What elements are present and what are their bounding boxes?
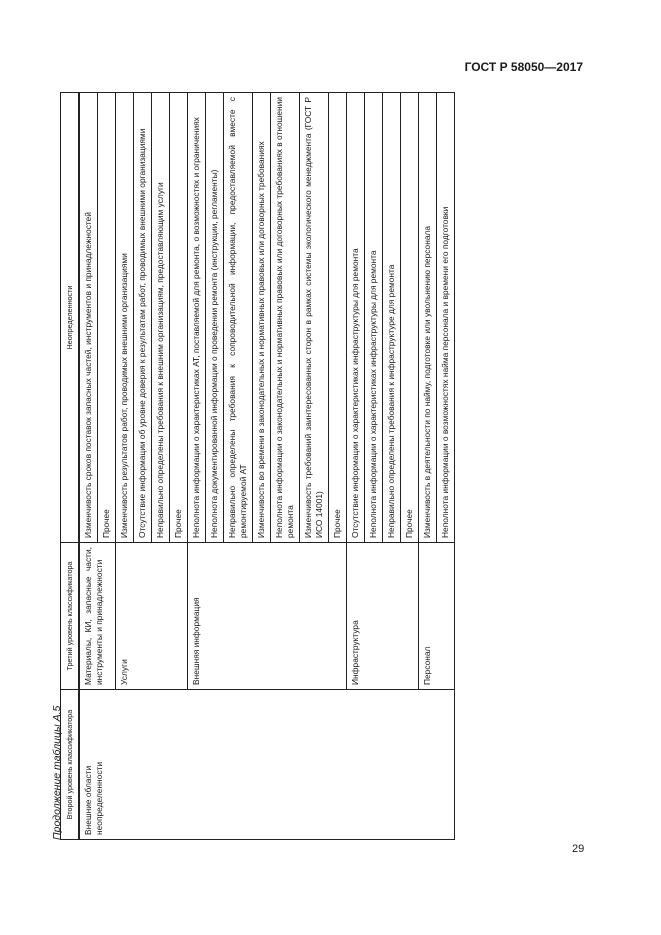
level3-cell-infrastructure: Инфраструктура [347, 543, 419, 690]
table-caption: Продолжение таблицы А.5 [51, 705, 63, 840]
uncertainty-cell: Прочее [401, 93, 419, 543]
document-standard-number: ГОСТ Р 58050—2017 [464, 60, 583, 74]
header-uncertainties: Неопределенности [61, 93, 80, 543]
uncertainty-cell: Изменчивость результатов работ, проводимых внешними организациями [116, 93, 134, 543]
level2-cell: Внешние области неопределенности [79, 690, 455, 840]
uncertainty-cell: Неправильно определены требования к внешним организациям, предоставляющим услуги [152, 93, 170, 543]
level3-cell-personnel: Персонал [419, 543, 455, 690]
uncertainty-classifier-table [60, 92, 455, 840]
uncertainty-cell: Неправильно определены требования к сопроводительной информации, предоставляемой вместе с ремонтируемой АТ [224, 93, 253, 543]
header-level2: Второй уровень классификатора [61, 690, 80, 840]
uncertainty-cell: Неправильно определены требования к инфраструктуре для ремонта [383, 93, 401, 543]
rotated-table-container [60, 93, 583, 840]
uncertainty-cell: Прочее [98, 93, 116, 543]
table-row [79, 93, 98, 840]
uncertainty-cell: Неполнота информации о законодательных и нормативных правовых или договорных требованиях в отношении ремонта [271, 93, 300, 543]
uncertainty-cell: Изменчивость во времени в законодательных и нормативных правовых или договорных требованиях [253, 93, 271, 543]
uncertainty-cell: Прочее [329, 93, 347, 543]
level3-cell-services: Услуги [116, 543, 188, 690]
level3-cell-materials: Материалы, КИ, запасные части, инструменты и принадлежности [79, 543, 116, 690]
table-header-row [61, 93, 80, 840]
uncertainty-cell: Прочее [170, 93, 188, 543]
level3-cell-external-info: Внешняя информация [188, 543, 347, 690]
uncertainty-cell: Изменчивость в деятельности по найму, подготовке или увольнению персонала [419, 93, 437, 543]
uncertainty-cell: Неполнота информации о характеристиках АТ, поставляемой для ремонта, о возможностях и ограничениях [188, 93, 206, 543]
uncertainty-cell: Неполнота документированной информации о проведении ремонта (инструкции, регламенты) [206, 93, 224, 543]
uncertainty-cell: Неполнота информации о возможностях найма персонала и времени его подготовки [437, 93, 455, 543]
page-number: 29 [572, 843, 585, 855]
uncertainty-cell: Изменчивость требований заинтересованных сторон в рамках системы экологического менеджмента (ГОСТ Р ИСО 14001) [300, 93, 329, 543]
header-level3: Третий уровень классификатора [61, 543, 80, 690]
uncertainty-cell: Неполнота информации о характеристиках инфраструктуры для ремонта [365, 93, 383, 543]
uncertainty-cell: Изменчивость сроков поставок запасных частей, инструментов и принадлежностей [79, 93, 98, 543]
uncertainty-cell: Отсутствие информации о характеристиках инфраструктуры для ремонта [347, 93, 365, 543]
uncertainty-cell: Отсутствие информации об уровне доверия к результатам работ, проводимых внешними организациями [134, 93, 152, 543]
